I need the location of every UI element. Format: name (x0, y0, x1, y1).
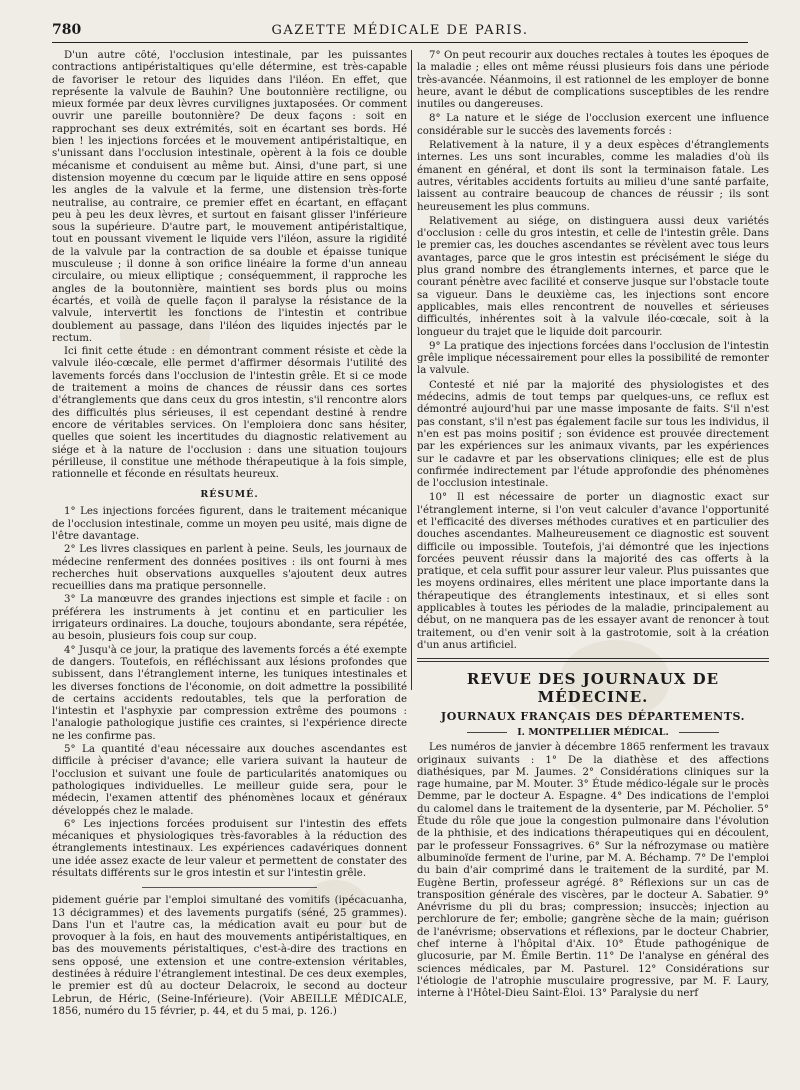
journal-title: GAZETTE MÉDICALE DE PARIS. (271, 23, 529, 38)
resume-heading: RÉSUMÉ. (200, 489, 259, 501)
resume-item: 7° On peut recourir aux douches rectales à toutes les époques de la maladie ; elles ont même réussi plusieurs fois dans une période très-avancée. Néanmoins, il est rationnel de les employer de bonne heure, avant le début de complications susceptibles de les rendre inutiles ou dangereuses. (417, 50, 769, 111)
resume-item: 2° Les livres classiques en parlent à peine. Seuls, les journaux de médecine renferment des données positives : ils ont fourni à mes recherches huit observations auxquelles s'ajoutent deux autres recueillies dans ma pratique personnelle. (52, 544, 407, 593)
resume-item: 1° Les injections forcées figurent, dans le traitement mécanique de l'occlusion intestinale, comme un moyen peu usité, mais digne de l'être davantage. (52, 506, 407, 542)
paragraph: Ici finit cette étude : en démontrant comment résiste et cède la valvule iléo-cœcale, elle permet d'affirmer désormais l'utilité des lavements forcés dans l'occlusion de l'intestin grêle. Et si ce mode de traitement a moins de chances de réussir dans ces sortes d'étranglements que dans ceux du gros intestin, s'il rencontre alors des difficultés plus sérieuses, il est cependant destiné à rendre encore de véritables services. On l'emploiera donc sans hésiter, quelles que soient les incertitudes du diagnostic relativement au siége et à la nature de l'occlusion : dans une situation toujours périlleuse, il constitue une méthode thérapeutique à la fois simple, rationnelle et féconde en résultats heureux. (52, 346, 407, 481)
right-column (417, 50, 769, 1070)
column-divider (411, 50, 412, 690)
resume-item: 4° Jusqu'à ce jour, la pratique des lavements forcés a été exempte de dangers. Toutefois, en réfléchissant aux lésions profondes que subissent, dans l'étranglement interne, les tuniques intestinales et les diverses fonctions de l'économie, on doit admettre la possibilité de certains accidents redoutables, tels que la perforation de l'intestin et l'asphyxie par compression extrême des poumons : l'analogie pathologique justifie ces craintes, si l'expérience directe ne les confirme pas. (52, 644, 407, 742)
resume-item: 9° La pratique des injections forcées dans l'occlusion de l'intestin grêle implique nécessairement pour elles la possibilité de remonter la valvule. (417, 340, 769, 377)
resume-item: 8° La nature et le siége de l'occlusion exercent une influence considérable sur le succès des lavements forcés : (417, 113, 769, 137)
page-header (52, 22, 748, 43)
page-number: 780 (52, 22, 82, 38)
left-column (52, 50, 407, 1070)
paragraph: D'un autre côté, l'occlusion intestinale, par les puissantes contractions antipéristaltiques qu'elle détermine, est très-capable de favoriser le retour des liquides dans l'iléon. En effet, que représente la valvule de Bauhin? Une boutonnière rectiligne, ou mieux formée par deux lèvres curvilignes juxtaposées. Or comment ouvrir une pareille boutonnière? De deux façons : soit en rapprochant ses deux extrémités, soit en écartant ses bords. Hé bien ! les injections forcées et le mouvement antipéristaltique, en s'unissant dans l'occlusion intestinale, opèrent à la fois ce double mécanisme et conduisent au même but. Ainsi, d'une part, si une distension moyenne du cœcum par le liquide attire en sens opposé les angles de la valvule et la ferme, une distension très-forte neutralise, au contraire, ce premier effet en écartant, en effaçant peu à peu les deux lèvres, et surtout en faisant glisser l'inférieure sous la supérieure. D'autre part, le mouvement antipéristaltique, tout en poussant vivement le liquide vers l'iléon, assure la rigidité de la valvule par la contraction de sa double et épaisse tunique musculeuse ; il donne à son orifice linéaire la forme d'un anneau circulaire, ou mieux elliptique ; conséquemment, il rapproche les angles de la boutonnière, maintient ses bords plus ou moins écartés, et voilà de quelle façon il paralyse la résistance de la valvule, intervertit les fonctions de l'intestin et contribue doublement au passage, dans l'iléon des liquides injectés par le rectum. (52, 50, 407, 344)
section-separator (142, 887, 317, 888)
resume-item: 3° La manœuvre des grandes injections est simple et facile : on préférera les instruments à jet continu et en particulier les irrigateurs ordinaires. La douche, toujours abondante, sera répétée, au besoin, plusieurs fois coup sur coup. (52, 594, 407, 643)
double-rule (417, 658, 769, 662)
resume-item: 5° La quantité d'eau nécessaire aux douches ascendantes est difficile à préciser d'avance; elle variera suivant la hauteur de l'occlusion et suivant une foule de particularités anatomiques ou pathologiques individuelles. Le meilleur guide sera, pour le médecin, l'examen attentif des phénomènes locaux et généraux développés chez le malade. (52, 744, 407, 817)
paragraph: Relativement à la nature, il y a deux espèces d'étranglements internes. Les uns sont incurables, comme les maladies d'où ils émanent en général, et dont ils sont la terminaison fatale. Les autres, véritables accidents fortuits au milieu d'une santé parfaite, laissent au contraire beaucoup de chances de réussir ; ils sont heureusement les plus communs. (417, 140, 769, 213)
paragraph: Contesté et nié par la majorité des physiologistes et des médecins, admis de tout temps par quelques-uns, ce reflux est démontré aujourd'hui par une masse imposante de faits. S'il n'est pas constant, s'il n'est pas également facile sur tous les individus, il n'en est pas moins positif ; son évidence est prouvée directement par les expériences sur les animaux vivants, par les expériences sur le cadavre et par les observations cliniques; elle est de plus confirmée indirectement par l'étude approfondie des phénomènes de l'occlusion intestinale. (417, 379, 769, 490)
review-body: Les numéros de janvier à décembre 1865 renferment les travaux originaux suivants : 1° De la diathèse et des affections diathésiques, par M. Jaumes. 2° Considérations cliniques sur la rage humaine, par M. Mouter. 3° Étude médico-légale sur le procès Demme, par le docteur A. Espagne. 4° Des indications de l'emploi du calomel dans le traitement de la dysenterie, par M. Pécholier. 5° Étude du rôle que joue la congestion pulmonaire dans l'évolution de la phthisie, et des indications thérapeutiques qui en découlent, par le professeur Fonssagrives. 6° Sur la néfrozymase ou matière albuminoïde ferment de l'urine, par M. A. Béchamp. 7° De l'emploi du bain d'air comprimé dans le traitement de la surdité, par M. Eugène Bertin, professeur agrégé. 8° Réflexions sur un cas de transposition générale des viscères, par le docteur A. Sabatier. 9° Anévrisme du pli du bras; compression; insuccès; injection au perchlorure de fer; embolie; gangrène sèche de la main; guérison de l'anévrisme; observations et réflexions, par le docteur Chabrier, chef interne à l'hôpital d'Aix. 10° Étude pathogénique de glucosurie, par M. Émile Bertin. 11° De l'analyse en général des sciences médicales, par M. Pasturel. 12° Considérations sur l'étiologie de l'atrophie musculaire progressive, par M. F. Laury, interne à l'Hôtel-Dieu Saint-Éloi. 13° Paralysie du nerf (417, 742, 769, 1000)
review-section-heading: I. MONTPELLIER MÉDICAL. (417, 727, 769, 738)
footnote-continuation: pidement guérie par l'emploi simultané des vomitifs (ipécacuanha, 13 décigrammes) et des lavements purgatifs (séné, 25 grammes). Dans l'un et l'autre cas, la médication avait eu pour but de provoquer à la fois, en haut des mouvements antipéristaltiques, en bas des mouvements péristaltiques, c'est-à-dire des tractions en sens opposé, une extension et une contre-extension véritables, destinées à réduire l'étranglement intestinal. De ces deux exemples, le premier est dû au docteur Delacroix, le second au docteur Lebrun, de Héric, (Seine-Inférieure). (Voir ABEILLE MÉDICALE, 1856, numéro du 15 février, p. 44, et du 5 mai, p. 126.) (52, 895, 407, 1017)
review-subtitle: JOURNAUX FRANÇAIS DES DÉPARTEMENTS. (440, 710, 746, 724)
paragraph: Relativement au siége, on distinguera aussi deux variétés d'occlusion : celle du gros intestin, et celle de l'intestin grêle. Dans le premier cas, les douches ascendantes se révèlent avec tous leurs avantages, parce que le gros intestin est précisément le siége du plus grand nombre des étranglements internes, et parce que le courant pénètre avec facilité et conserve jusque sur l'obstacle toute sa vigueur. Dans le deuxième cas, les injections sont encore applicables, mais elles rencontrent de nouvelles et sérieuses difficultés, inhérentes soit à la valvule iléo-cœcale, soit à la longueur du trajet que le liquide doit parcourir. (417, 215, 769, 338)
resume-item: 6° Les injections forcées produisent sur l'intestin des effets mécaniques et physiologiques très-favorables à la réduction des étranglements intestinaux. Les expériences cadavériques donnent une idée assez exacte de leur valeur et permettent de constater des résultats différents sur le gros intestin et sur l'intestin grêle. (52, 818, 407, 879)
review-title: REVUE DES JOURNAUX DE MÉDECINE. (466, 670, 720, 707)
resume-item: 10° Il est nécessaire de porter un diagnostic exact sur l'étranglement interne, si l'on veut calculer d'avance l'opportunité et l'efficacité des diverses méthodes curatives et en particulier des douches ascendantes. Malheureusement ce diagnostic est souvent difficile ou impossible. Toutefois, j'ai démontré que les injections forcées peuvent réussir dans la majorité des cas offerts à la pratique, et cela suffit pour assurer leur valeur. Plus puissantes que les moyens ordinaires, elles méritent une place importante dans la thérapeutique des étranglements intestinaux, et si elles sont applicables à toutes les périodes de la maladie, principalement au début, on ne manquera pas de les essayer avant de renoncer à tout traitement, ou d'en venir soit à la gastrotomie, soit à la création d'un anus artificiel. (417, 492, 769, 651)
